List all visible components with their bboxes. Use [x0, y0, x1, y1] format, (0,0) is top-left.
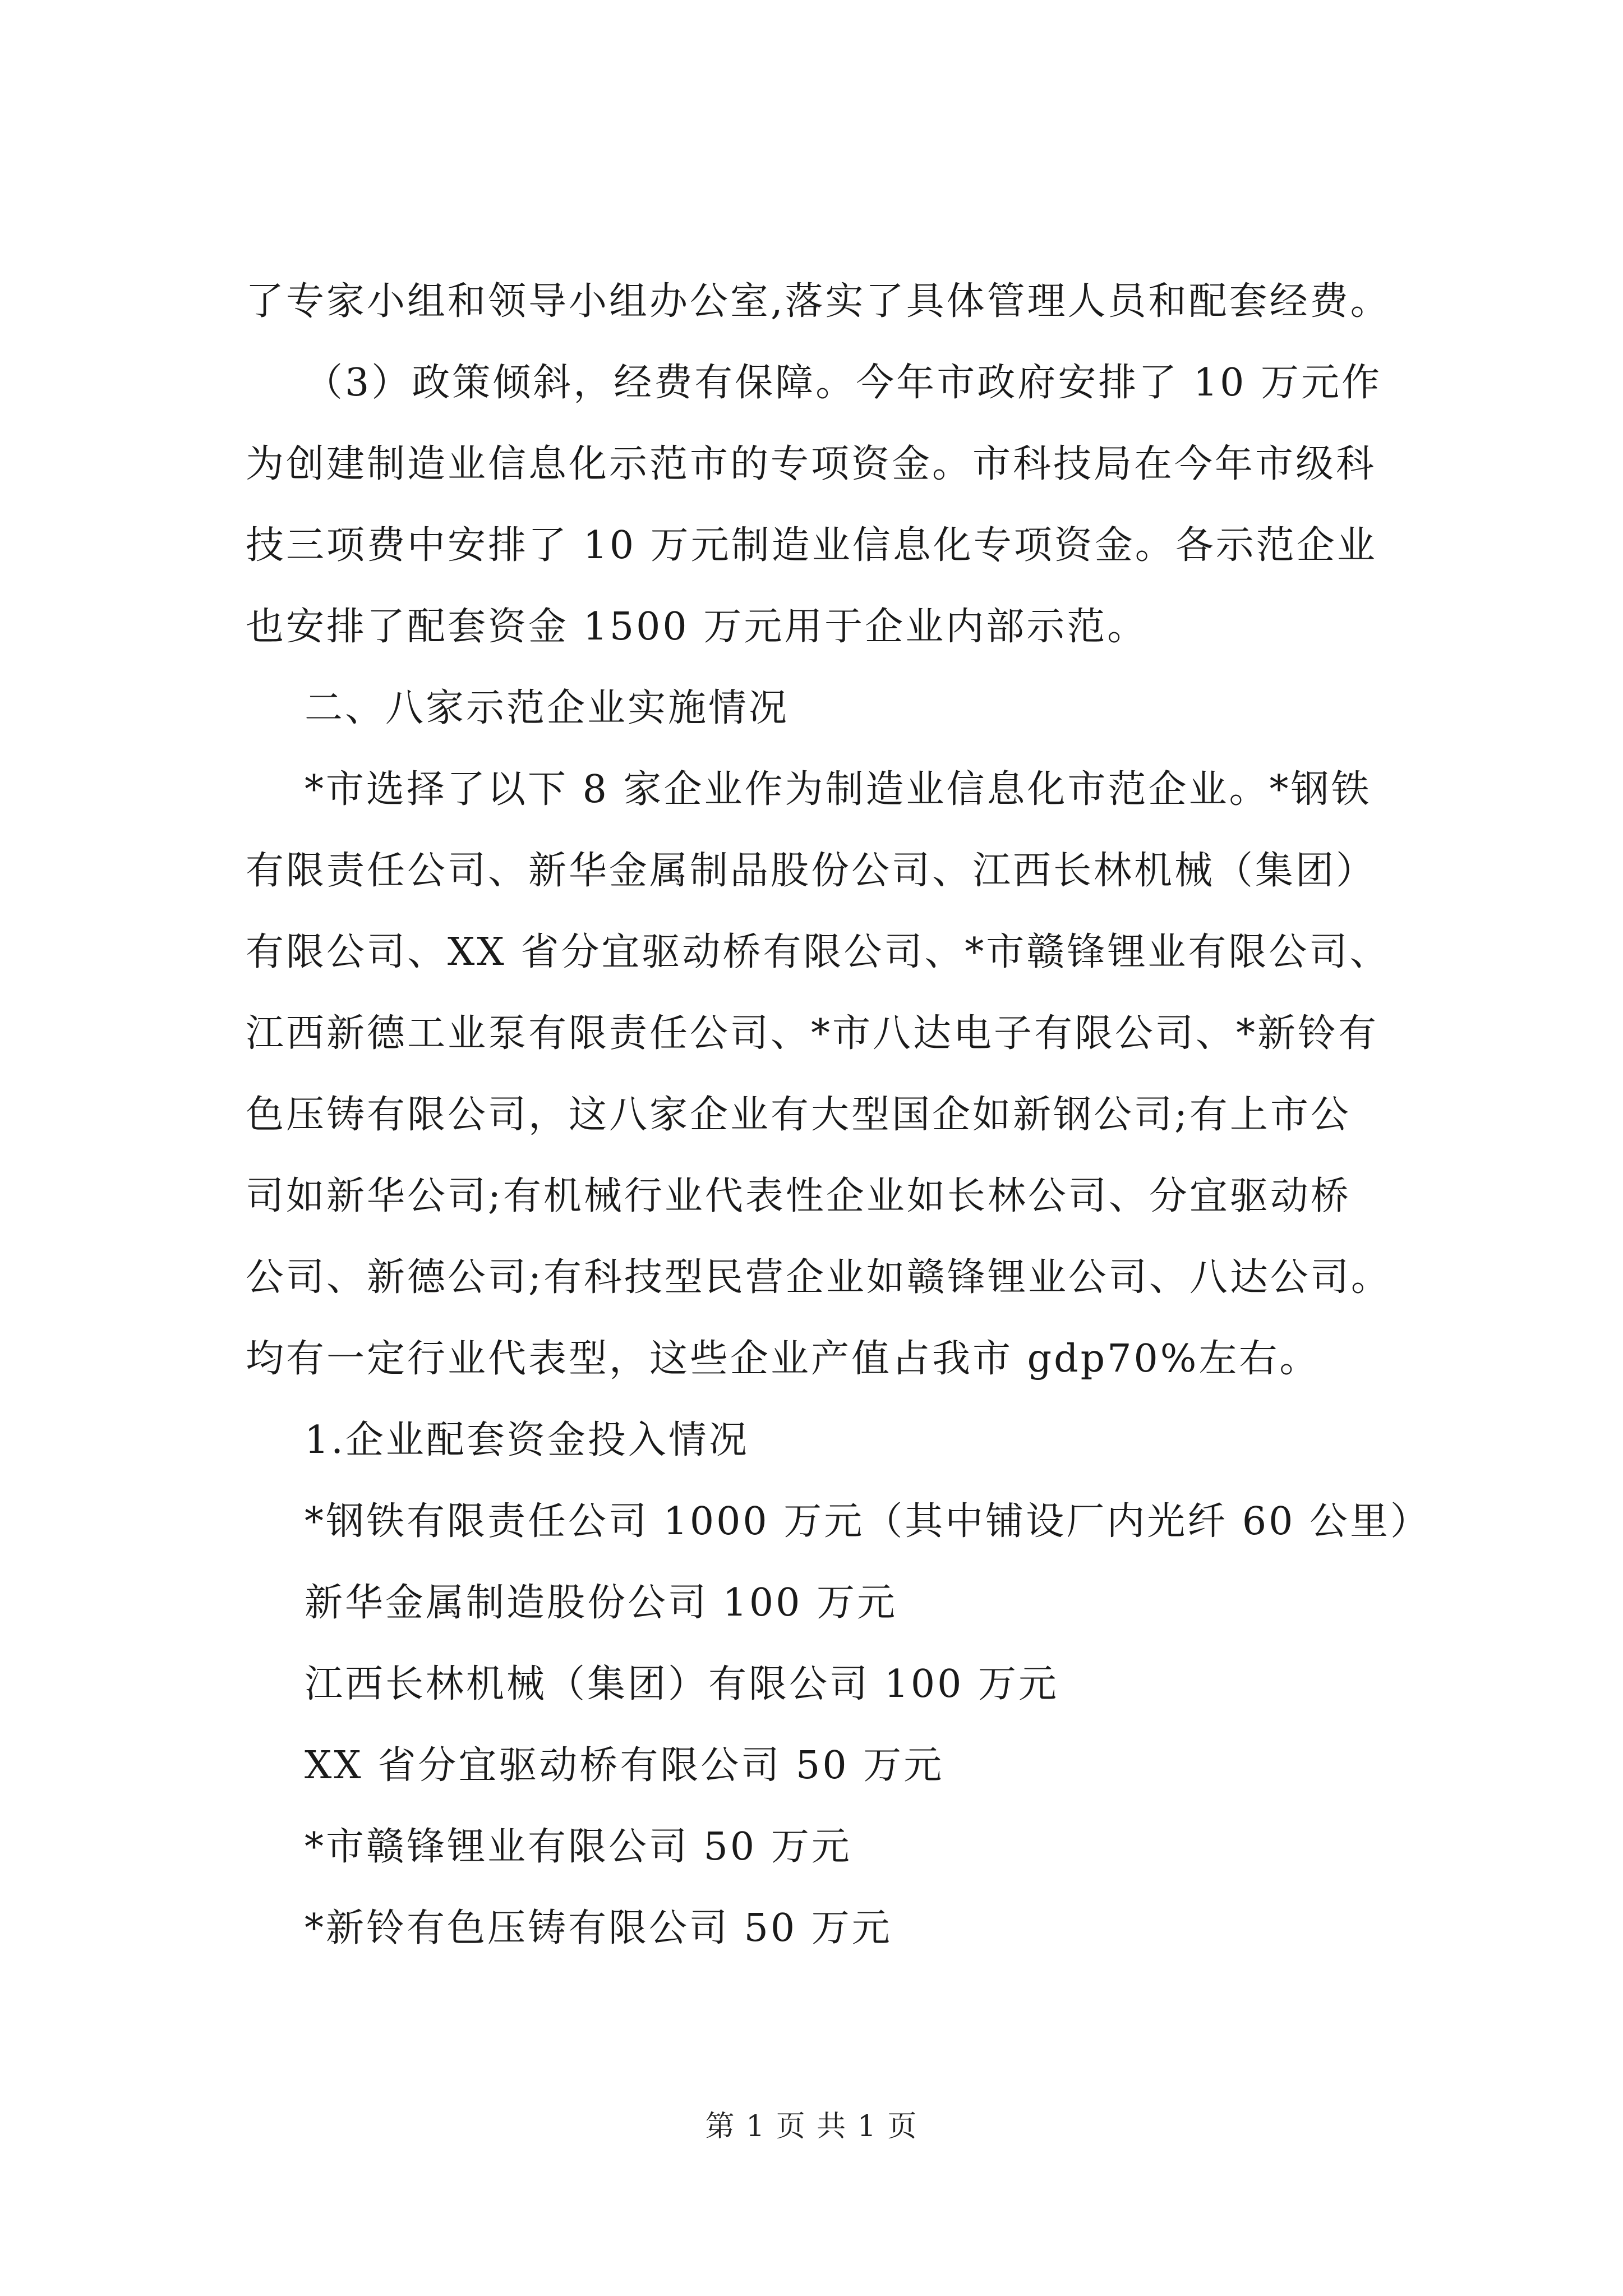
paragraph-line: 也安排了配套资金 1500 万元用于企业内部示范。 — [246, 605, 1148, 649]
paragraph-line: 司如新华公司;有机械行业代表性企业如长林公司、分宜驱动桥 — [246, 1174, 1351, 1218]
section-heading: 二、八家示范企业实施情况 — [305, 686, 790, 730]
funding-list-item: 江西长林机械（集团）有限公司 100 万元 — [305, 1662, 1059, 1706]
paragraph-line-policy: （3）政策倾斜，经费有保障。今年市政府安排了 10 万元作 — [305, 361, 1382, 405]
paragraph-line: 技三项费中安排了 10 万元制造业信息化专项资金。各示范企业 — [246, 523, 1377, 568]
funding-list-item: 新华金属制造股份公司 100 万元 — [305, 1581, 898, 1625]
funding-list-item: *钢铁有限责任公司 1000 万元（其中铺设厂内光纤 60 公里） — [305, 1499, 1431, 1544]
funding-list-item: *市赣锋锂业有限公司 50 万元 — [305, 1825, 852, 1869]
subsection-heading: 1.企业配套资金投入情况 — [305, 1418, 749, 1462]
document-body — [246, 261, 1431, 1969]
funding-list-item: XX 省分宜驱动桥有限公司 50 万元 — [305, 1743, 944, 1788]
page-number-footer: 第 1 页 共 1 页 — [705, 2110, 918, 2143]
paragraph-line: 均有一定行业代表型，这些企业产值占我市 gdp70%左右。 — [246, 1337, 1320, 1381]
paragraph-line: 有限责任公司、新华金属制品股份公司、江西长林机械（集团） — [246, 849, 1377, 893]
paragraph-line: 为创建制造业信息化示范市的专项资金。市科技局在今年市级科 — [246, 442, 1377, 486]
paragraph-line-continuation: 了专家小组和领导小组办公室,落实了具体管理人员和配套经费。 — [246, 279, 1391, 324]
paragraph-line: 有限公司、XX 省分宜驱动桥有限公司、*市赣锋锂业有限公司、 — [246, 930, 1390, 974]
paragraph-line: 色压铸有限公司，这八家企业有大型国企如新钢公司;有上市公 — [246, 1093, 1351, 1137]
paragraph-line-companies: *市选择了以下 8 家企业作为制造业信息化市范企业。*钢铁 — [305, 767, 1372, 812]
paragraph-line: 江西新德工业泵有限责任公司、*市八达电子有限公司、*新铃有 — [246, 1011, 1379, 1056]
funding-list-item: *新铃有色压铸有限公司 50 万元 — [305, 1906, 892, 1950]
paragraph-line: 公司、新德公司;有科技型民营企业如赣锋锂业公司、八达公司。 — [246, 1255, 1391, 1300]
